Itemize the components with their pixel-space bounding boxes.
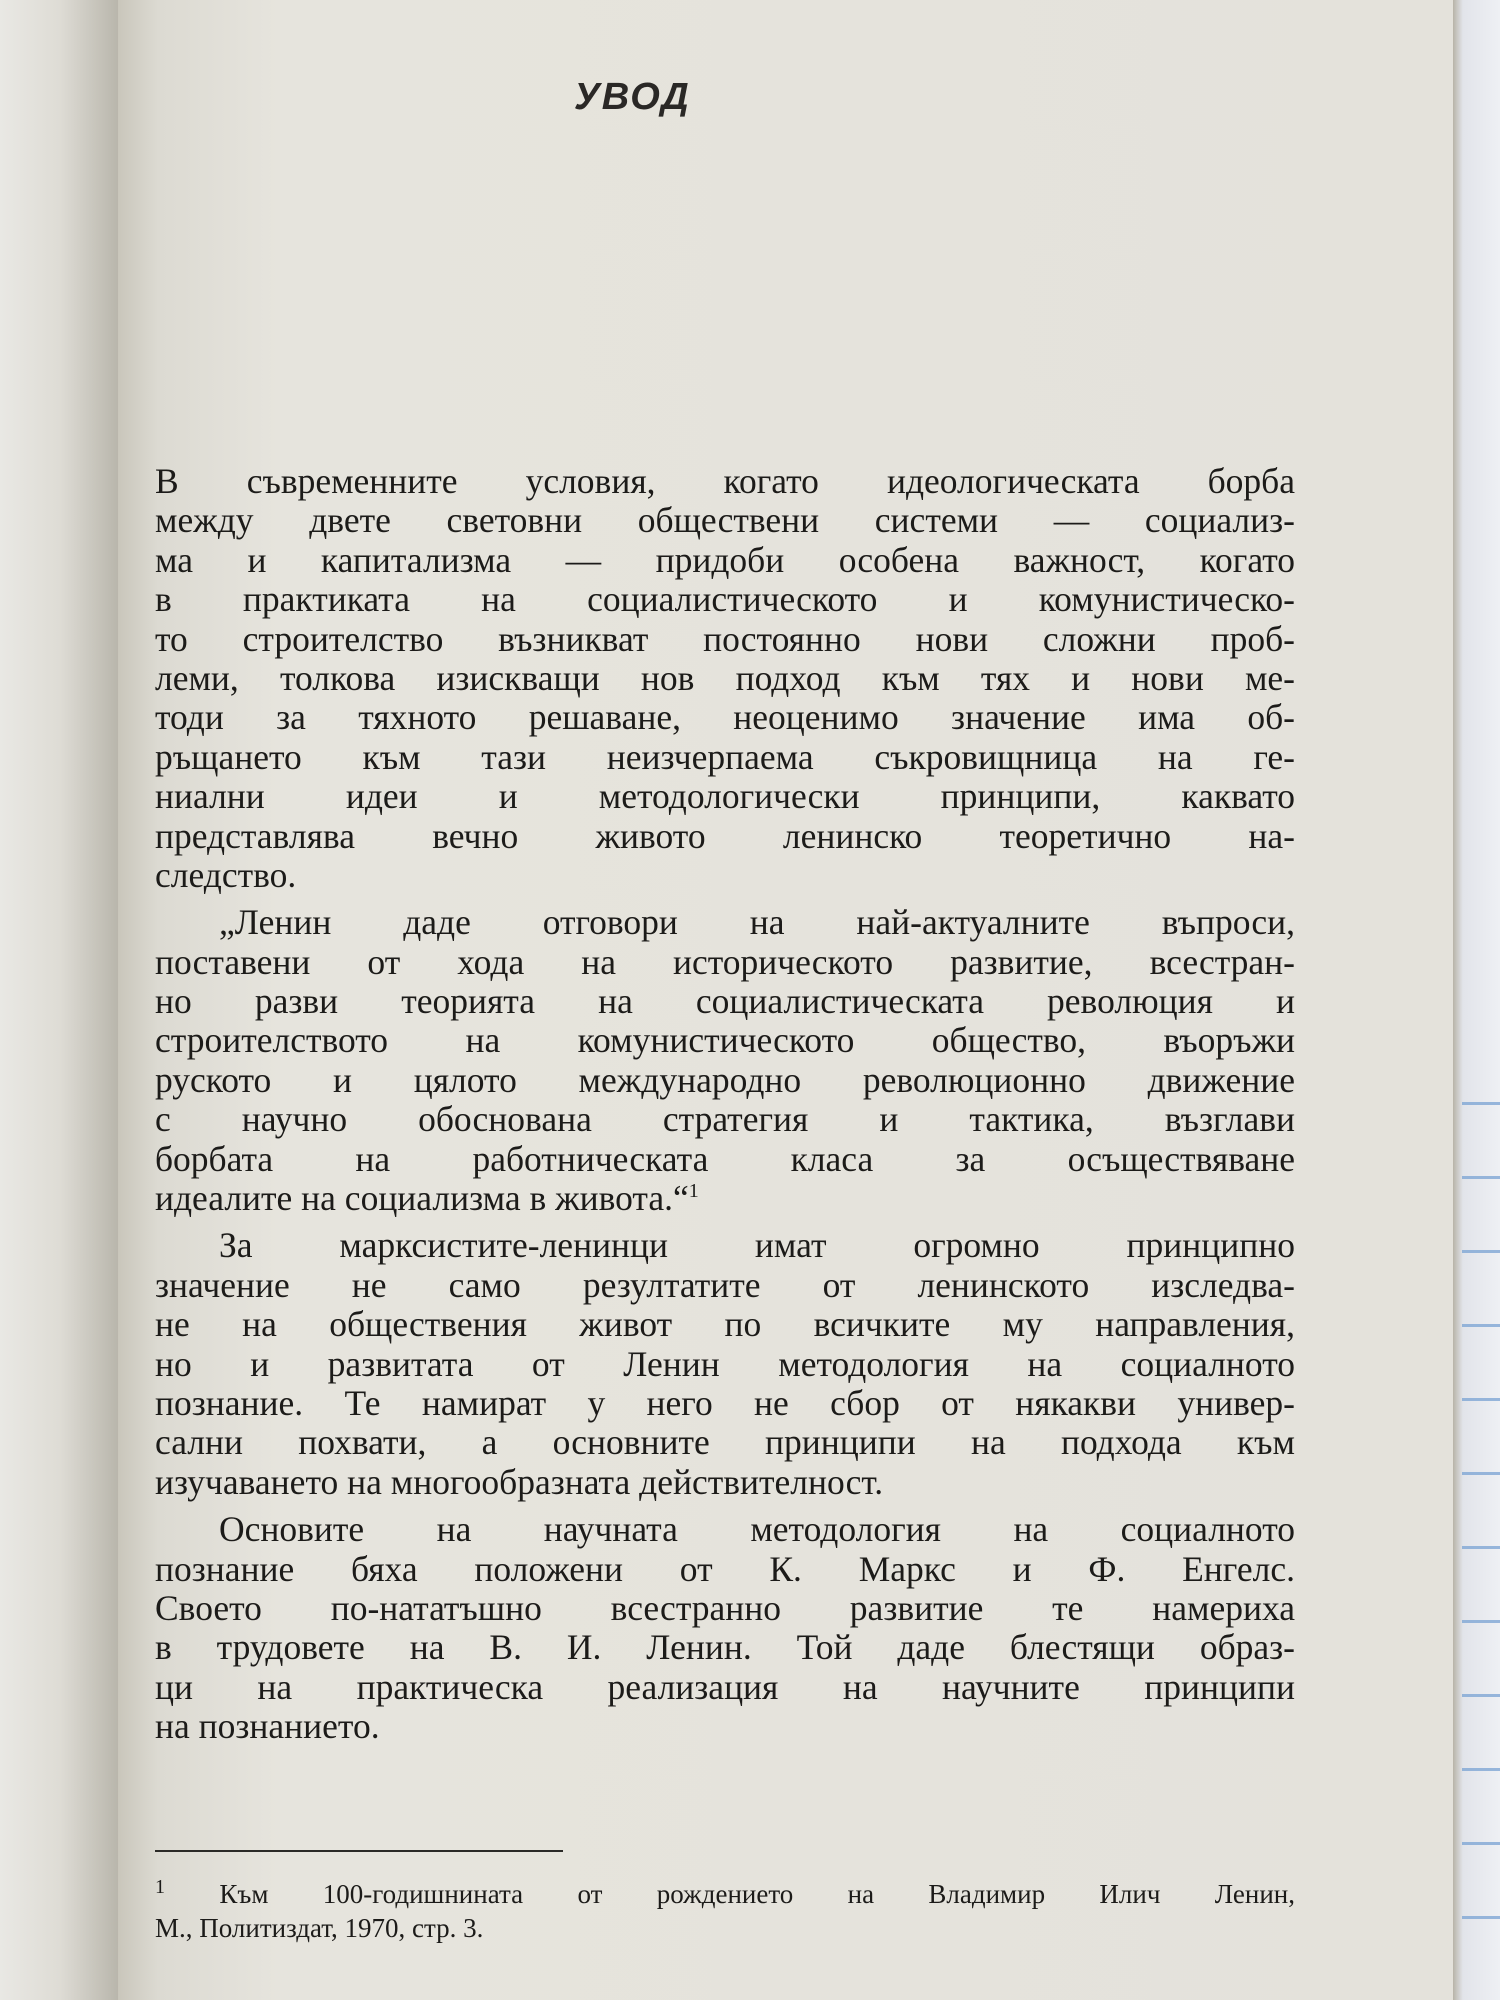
text-line: Своето по-нататъшно всестранно развитие те намериха (155, 1587, 1295, 1628)
text-line: изучаването на многообразната действителност. (155, 1461, 884, 1502)
paragraph (155, 1226, 1295, 1502)
text-line: ниални идеи и методологически принципи, каквато (155, 776, 1295, 817)
text-line: ръщането към тази неизчерпаема съкровищница на ге- (155, 736, 1295, 777)
text-line: ма и капитализма — придоби особена важност, когато (155, 539, 1295, 580)
text-line: тоди за тяхното решаване, неоценимо значение има об- (155, 697, 1295, 738)
footnote-line (155, 1877, 1295, 1911)
text-line: следство. (155, 854, 297, 895)
text-line: леми, толкова изискващи нов подход към тях и нови ме- (155, 657, 1295, 698)
notebook-line (1462, 1768, 1500, 1771)
notebook-line (1462, 1842, 1500, 1845)
footnote (155, 1877, 1295, 1945)
footnote-mark: 1 (155, 1876, 165, 1898)
text-line: познание бяха положени от К. Маркс и Ф. Енгелс. (155, 1548, 1295, 1589)
chapter-heading: УВОД (574, 76, 691, 118)
text-line: но разви теорията на социалистическата революция и (155, 981, 1295, 1022)
text-line: сални похвати, а основните принципи на подхода към (155, 1422, 1295, 1463)
text-line: руското и цялото международно революционно движение (155, 1059, 1295, 1100)
paragraph (155, 462, 1295, 895)
notebook-line (1462, 1620, 1500, 1623)
text-line: но и развитата от Ленин методология на социалното (155, 1343, 1295, 1384)
text-line: борбата на работническата класа за осъществяване (155, 1138, 1295, 1179)
notebook-line (1462, 1472, 1500, 1475)
notebook-line (1462, 1176, 1500, 1179)
notebook-line (1462, 1250, 1500, 1253)
footnote-line: М., Политиздат, 1970, стр. 3. (155, 1913, 484, 1943)
text-line: между двете световни обществени системи — социализ- (155, 500, 1295, 541)
notebook-line (1462, 1398, 1500, 1401)
notebook-line (1462, 1324, 1500, 1327)
text-line: строителството на комунистическото общество, въоръжи (155, 1020, 1295, 1061)
text-line: представлява вечно живото ленинско теоретично на- (155, 815, 1295, 856)
notebook-line (1462, 1102, 1500, 1105)
notebook-line (1462, 1694, 1500, 1697)
text-line: За марксистите-ленинци имат огромно принципно (219, 1225, 1295, 1266)
book-gutter (0, 0, 118, 2000)
text-line: в практиката на социалистическото и комунистическо- (155, 579, 1295, 620)
text-line: то строителство възникват постоянно нови сложни проб- (155, 618, 1295, 659)
text-line: ци на практическа реализация на научните принципи (155, 1666, 1295, 1707)
text-line: поставени от хода на историческото развитие, всестран- (155, 941, 1295, 982)
paragraph (155, 1510, 1295, 1746)
text-line: идеалите на социализма в живота.“$^1$ (155, 1178, 699, 1219)
notebook-line (1462, 1916, 1500, 1919)
text-line: В съвременните условия, когато идеологическата борба (155, 461, 1295, 501)
text-line: значение не само резултатите от ленинското изследва- (155, 1264, 1295, 1305)
notebook-line (1462, 1546, 1500, 1549)
body-text (155, 462, 1295, 1747)
page-edge (1453, 0, 1500, 2000)
text-line: „Ленин даде отговори на най-актуалните въпроси, (219, 902, 1295, 943)
paragraph (155, 903, 1295, 1218)
text-line: не на обществения живот по всичките му направления, (155, 1304, 1295, 1345)
text-line: с научно обоснована стратегия и тактика, възглави (155, 1099, 1295, 1140)
text-line: в трудовете на В. И. Ленин. Той даде блестящи образ- (155, 1627, 1295, 1668)
text-line: на познанието. (155, 1706, 380, 1747)
text-line: познание. Те намират у него не сбор от някакви универ- (155, 1382, 1295, 1423)
text-line: Основите на научната методология на социалното (219, 1509, 1295, 1550)
footnote-text: Към 100-годишнината от рождението на Владимир Илич Ленин, (165, 1879, 1295, 1909)
footnote-divider (155, 1850, 563, 1852)
footnote-reference[interactable]: 1 (688, 1180, 699, 1203)
